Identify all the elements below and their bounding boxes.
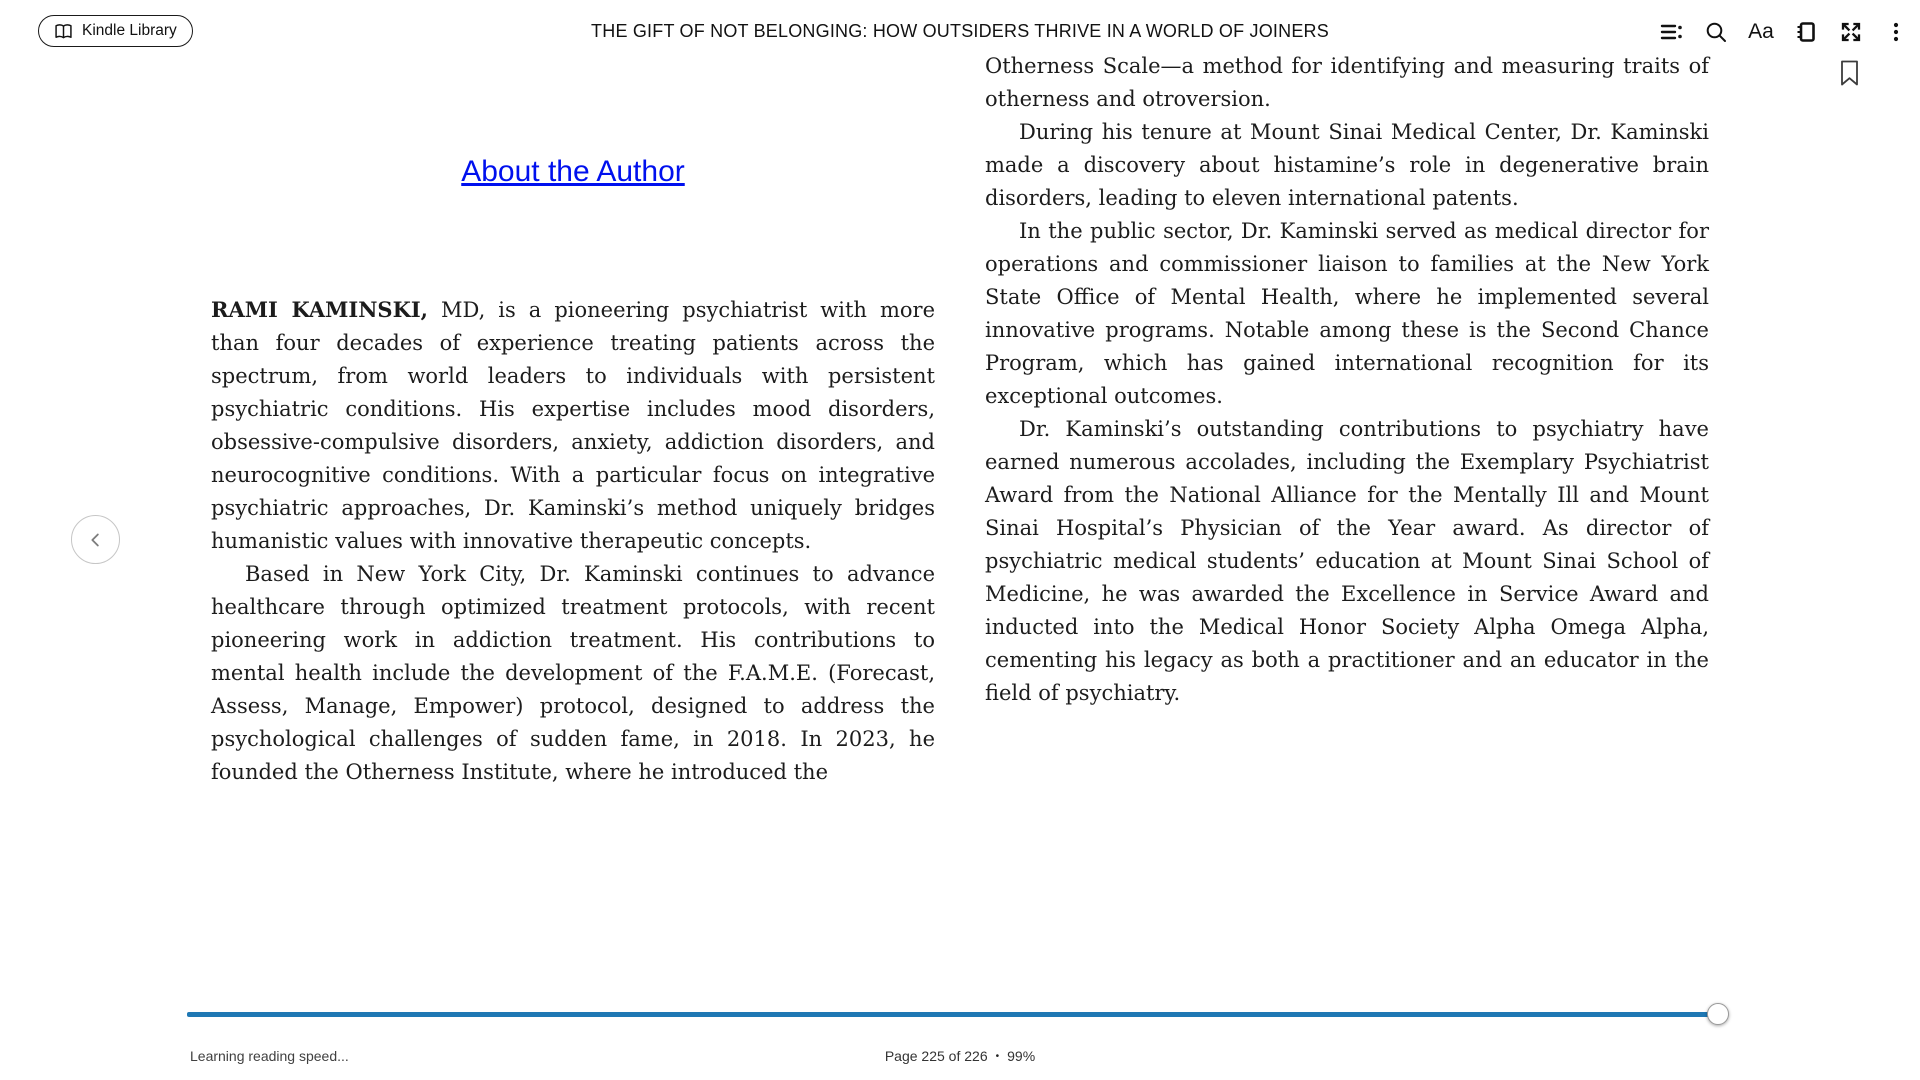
reading-speed-status: Learning reading speed...	[190, 1048, 349, 1064]
book-paragraph: Based in New York City, Dr. Kaminski continues to advance healthcare through optimized treatment protocols, with recent pioneering work in addiction treatment. His contributions to mental health include the development of the F.A.M.E. (Forecast, Assess, Manage, Empower) protocol, designed to address the psychological challenges of sudden fame, in 2018. In 2023, he founded the Otherness Institute, where he introduced the	[211, 562, 935, 784]
open-book-icon	[54, 23, 73, 40]
search-icon[interactable]	[1704, 20, 1728, 44]
paragraph-text: MD, is a pioneering psychiatrist with more than four decades of experience treating patients across the spectrum, from world leaders to individuals with persistent psychiatric conditions. His expertise includes mood disorders, obsessive-compulsive disorders, anxiety, addiction disorders, and neurocognitive conditions. With a particular focus on integrative psychiatric approaches, Dr. Kaminski’s method uniquely bridges humanistic values with innovative therapeutic concepts.	[211, 298, 935, 553]
chevron-left-icon	[85, 529, 107, 551]
about-the-author-heading-link[interactable]: About the Author	[461, 155, 685, 188]
more-options-icon[interactable]	[1884, 20, 1908, 44]
page-number-label: Page 225 of 226	[884, 1048, 988, 1064]
page-layout-icon[interactable]	[1794, 20, 1818, 44]
font-settings-button[interactable]	[1749, 20, 1773, 44]
book-paragraph: During his tenure at Mount Sinai Medical Center, Dr. Kaminski made a discovery about histamine’s role in degenerative brain disorders, leading to eleven international patents.	[985, 120, 1709, 210]
page-indicator	[0, 1048, 1920, 1064]
book-paragraph: In the public sector, Dr. Kaminski served as medical director for operations and commissioner liaison to families at the New York State Office of Mental Health, where he implemented several innovative programs. Notable among these is the Second Chance Program, which has gained international recognition for its exceptional outcomes.	[985, 219, 1709, 408]
author-name-lead: RAMI KAMINSKI,	[211, 297, 428, 322]
book-title: THE GIFT OF NOT BELONGING: HOW OUTSIDERS THRIVE IN A WORLD OF JOINERS	[591, 21, 1329, 41]
progress-slider-knob[interactable]	[1707, 1003, 1729, 1025]
page-column-right	[985, 50, 1709, 710]
kindle-library-button[interactable]	[38, 15, 193, 47]
kindle-library-label: Kindle Library	[82, 22, 177, 39]
fullscreen-icon[interactable]	[1839, 20, 1863, 44]
reading-progress-bar[interactable]	[187, 1012, 1733, 1017]
previous-page-button[interactable]	[71, 515, 120, 564]
page-column-left	[211, 150, 935, 789]
progress-fill	[187, 1012, 1718, 1017]
book-paragraph: Otherness Scale—a method for identifying and measuring traits of otherness and otroversion.	[985, 54, 1709, 111]
table-of-contents-icon[interactable]	[1659, 20, 1683, 44]
separator-dot: •	[995, 1050, 1000, 1062]
top-bar-icons	[1659, 20, 1908, 44]
book-paragraph	[211, 293, 935, 558]
book-paragraph: Dr. Kaminski’s outstanding contributions to psychiatry have earned numerous accolades, including the Exemplary Psychiatrist Award from the National Alliance for the Mentally Ill and Mount Sinai Hospital’s Physician of the Year award. As director of psychiatric medical students’ education at Mount Sinai School of Medicine, he was awarded the Excellence in Service Award and inducted into the Medical Honor Society Alpha Omega Alpha, cementing his legacy as both a practitioner and an educator in the field of psychiatry.	[985, 417, 1709, 705]
bookmark-icon[interactable]	[1840, 60, 1859, 86]
font-settings-label: Aa	[1748, 20, 1774, 43]
percent-read-label: 99%	[1007, 1048, 1036, 1064]
